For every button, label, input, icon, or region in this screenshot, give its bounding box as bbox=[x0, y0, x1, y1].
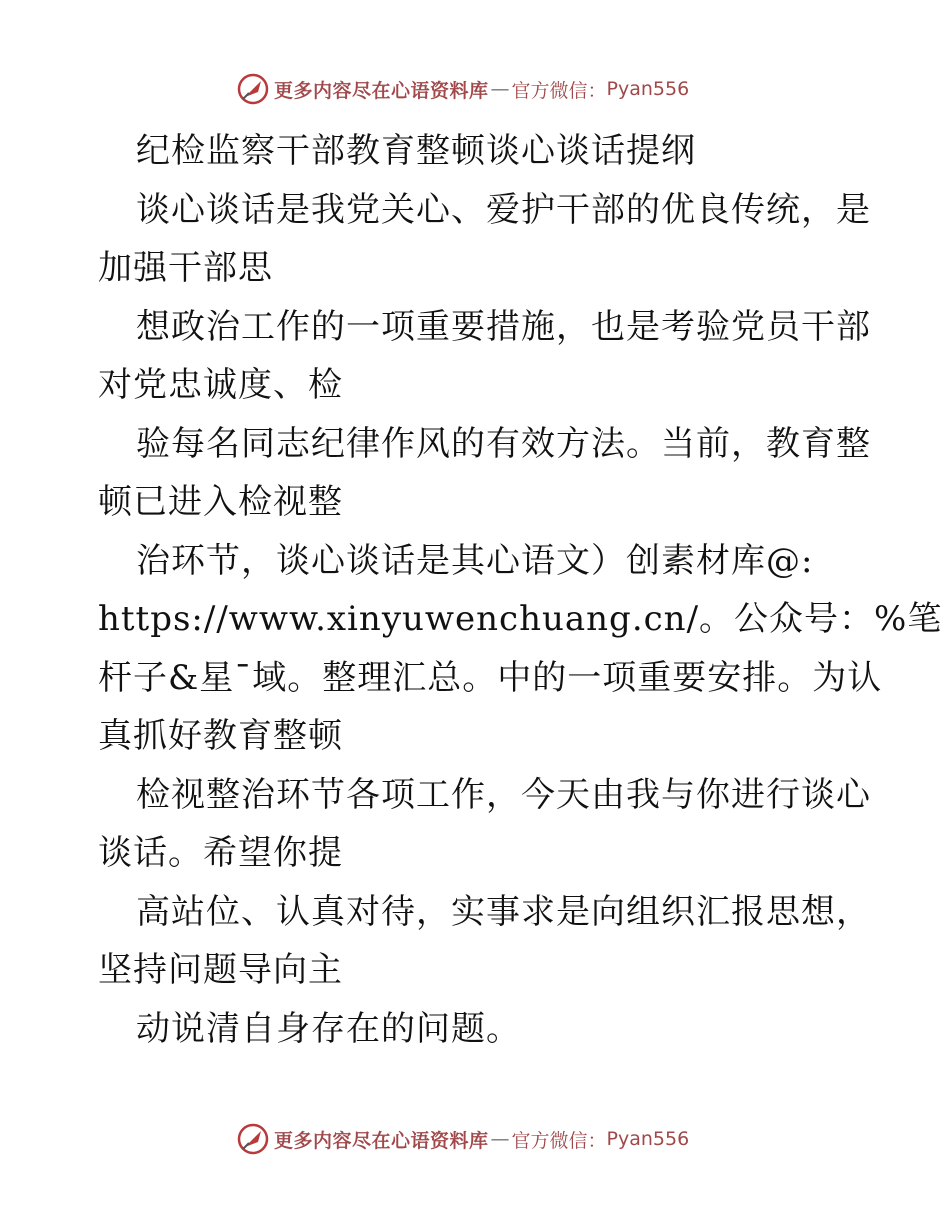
text-line: 加强干部思 bbox=[98, 248, 273, 288]
watermark-dash: — bbox=[490, 78, 510, 100]
watermark-main-text: 更多内容尽在心语资料库 bbox=[274, 1129, 489, 1152]
quill-logo-icon bbox=[236, 72, 270, 106]
text-line: 想政治工作的一项重要措施，也是考验党员干部 bbox=[136, 306, 871, 347]
text-line: 动说清自身存在的问题。 bbox=[136, 1008, 521, 1049]
text-line: https://www.xinyuwenchuang.cn/。公众号：%笔 bbox=[98, 599, 943, 639]
text-line: 顿已进入检视整 bbox=[98, 482, 343, 522]
document-title: 纪检监察干部教育整顿谈心谈话提纲 bbox=[136, 131, 696, 171]
text-line: 验每名同志纪律作风的有效方法。当前，教育整 bbox=[136, 423, 871, 464]
watermark-dash: — bbox=[490, 1128, 510, 1150]
watermark-prefix: 官方微信： bbox=[511, 1129, 607, 1152]
watermark-account: Pyan556 bbox=[606, 1128, 690, 1150]
text-line: 检视整治环节各项工作，今天由我与你进行谈心 bbox=[136, 774, 871, 815]
text-line: 治环节，谈心谈话是其心语文）创素材库@: bbox=[136, 540, 814, 581]
footer-watermark bbox=[236, 1122, 689, 1156]
header-watermark bbox=[236, 72, 689, 106]
text-line: 谈心谈话是我党关心、爱护干部的优良传统，是 bbox=[136, 189, 871, 230]
text-line: 坚持问题导向主 bbox=[98, 950, 343, 990]
watermark-prefix: 官方微信： bbox=[511, 79, 607, 102]
watermark-main-text: 更多内容尽在心语资料库 bbox=[274, 79, 489, 102]
text-line: 真抓好教育整顿 bbox=[98, 716, 343, 756]
text-line: 高站位、认真对待，实事求是向组织汇报思想， bbox=[136, 891, 871, 932]
text-line: 谈话。希望你提 bbox=[98, 833, 343, 873]
quill-logo-icon bbox=[236, 1122, 270, 1156]
text-line: 对党忠诚度、检 bbox=[98, 365, 343, 405]
document-body bbox=[98, 122, 943, 1058]
watermark-account: Pyan556 bbox=[606, 78, 690, 100]
text-line: 杆子&星¯域。整理汇总。中的一项重要安排。为认 bbox=[98, 657, 883, 698]
